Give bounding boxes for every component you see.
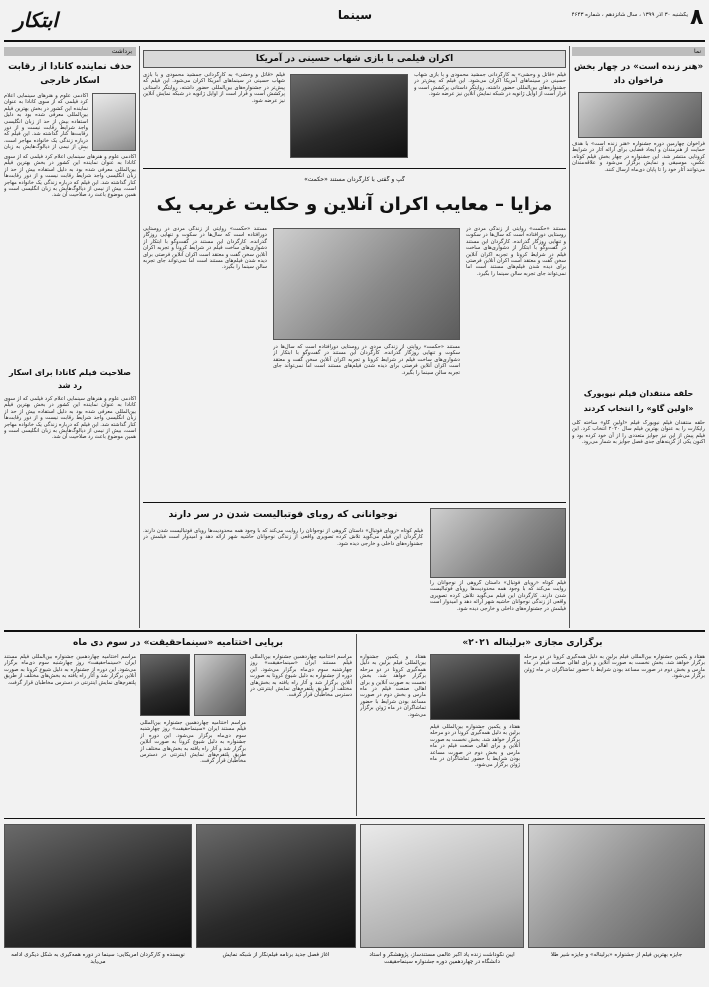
top-story-body-right: فیلم «قاتل و وحشی» به کارگردانی جمشید محمودی و با بازی شهاب حسینی در سینماهای آمریکا اکران می‌شود. این فیلم که پیش‌تر در جشنواره‌های بین‌المللی حضور داشته، روایتگر داستانی پرکشش است و قرار است از اوایل ژانویه در شبکه نمایش آنلاین نیز عرضه شود. [414,72,566,98]
main-story-body-left: مستند «حکمت» روایتی از زندگی مردی در روستایی دورافتاده است که سال‌ها در سکوت و تنهایی روزگار گذرانده. کارگردان این مستند در گفت‌وگو با ابتکار از دشواری‌های ساخت فیلم در شرایط کرونا و تجربه اکران آنلاین سخن گفت و معتقد است اکران آنلاین فرصتی برای دیده شدن فیلم‌های مستند است اما نمی‌تواند جای تجربه سالن سینما را بگیرد. [143,226,267,271]
bottom-right-body-c: هفتاد و یکمین جشنواره بین‌المللی فیلم برلین به دلیل همه‌گیری کرونا در دو مرحله برگزار خواهد شد. بخش نخست به صورت آنلاین و برای اهالی صنعت فیلم در ماه مارس و بخش دوم در صورت مساعد بودن شرایط با حضور تماشاگران در ماه ژوئن برگزار می‌شود. [430,724,520,769]
masthead [0,0,709,44]
main-story-body-under-photo: مستند «حکمت» روایتی از زندگی مردی در روستایی دورافتاده است که سال‌ها در سکوت و تنهایی روزگار گذرانده. کارگردان این مستند در گفت‌وگو با ابتکار از دشواری‌های ساخت فیلم در شرایط کرونا و تجربه اکران آنلاین سخن گفت و معتقد است اکران آنلاین فرصتی برای دیده شدن فیلم‌های مستند است اما نمی‌تواند جای تجربه سالن سینما را بگیرد. [273,344,460,376]
date-line: یکشنبه ۳۰ آذر ۱۳۹۹ ، سال شانزدهم ، شماره ۴۶۴۳ [571,12,688,18]
top-story-body-left: فیلم «قاتل و وحشی» به کارگردانی جمشید محمودی و با بازی شهاب حسینی در سینماهای آمریکا اکران می‌شود. این فیلم که پیش‌تر در جشنواره‌های بین‌المللی حضور داشته، روایتگر داستانی پرکشش است و قرار است از اوایل ژانویه در شبکه نمایش آنلاین نیز عرضه شود. [143,72,285,104]
bottom-section-rule [4,630,705,632]
left-divider [139,46,140,628]
right-divider [569,46,570,628]
right-section-bar: نما [572,47,705,56]
left-body-1: آکادمی علوم و هنرهای سینمایی اعلام کرد فیلمی که از سوی کانادا به عنوان نماینده این کشور در بخش بهترین فیلم بین‌المللی معرفی شده بود به دلیل استفاده بیش از حد از زبان انگلیسی واجد شرایط رقابت نیست و از دور رقابت‌ها کنار گذاشته شد. این فیلم که درباره زندگی یک خانواده مهاجر است، بیش از نیمی از دیالوگ‌هایش به زبان [4,93,88,151]
left-headline-2: صلاحیت فیلم کانادا برای اسکار رد شد [9,368,131,390]
bottom-photo-caption-1: جایزه بهترین فیلم از جشنواره «برلیناله» و جایزه شیر طلا [550,952,683,958]
main-story-photo [273,228,460,340]
right-headline: «هنر زنده است» در چهار بخش فراخوان داد [573,62,704,86]
logo: ابتکار [14,8,58,32]
top-story-rule [143,168,566,169]
teen-story-body-right: فیلم کوتاه «رویای فوتبال» داستان گروهی از نوجوانان را روایت می‌کند که با وجود همه محدودیت‌ها رویای فوتبالیست شدن دارند. کارگردان این فیلم می‌گوید تلاش کرده تصویری واقعی از زندگی نوجوانان حاشیه شهر ارائه دهد و امیدوار است فیلمش در جشنواره‌های داخلی و خارجی دیده شود. [430,580,566,612]
bottom-left-photo-a [140,654,190,716]
left-poster-image [92,93,136,151]
right-headline-2: حلقه منتقدان فیلم نیویورک «اولین گاو» را انتخاب کردند [583,389,694,413]
right-body: فراخوان چهارمین دوره جشنواره «هنر زنده است» با هدف حمایت از هنرمندان و ایجاد فضایی برای ارائه آثار در شرایط کرونایی منتشر شد. این جشنواره در چهار بخش فیلم کوتاه، عکس، موسیقی و نمایش برگزار می‌شود و علاقه‌مندان می‌توانند آثار خود را تا پایان دی‌ماه ارسال کنند. [572,141,705,173]
main-story-kicker: گپ و گفتی با کارگردان مستند «حکمت» [304,176,405,183]
right-group-photo [578,92,702,138]
bottom-left-headline: برپایی اختتامیه «سینماحقیقت» در سوم دی ماه [73,638,283,648]
left-headline-1: حذف نماینده کانادا از رقابت اسکار خارجی [8,62,132,86]
bottom-divider [356,634,357,816]
right-body-2: حلقه منتقدان فیلم نیویورک فیلم «اولین گاو» ساخته کلی رایکارت را به عنوان بهترین فیلم سال ۲۰۲۰ انتخاب کرد. این فیلم پیش از این نیز جوایز متعددی را از آن خود کرده بود و اکنون یکی از گزینه‌های جدی فصل جوایز به شمار می‌رود. [572,420,705,446]
teen-story-headline: نوجوانانی که رویای فوتبالیست شدن در سر دارند [168,509,398,520]
bottom-left-body-c: مراسم اختتامیه چهاردهمین جشنواره بین‌المللی فیلم مستند ایران «سینماحقیقت» روز چهارشنبه سوم دی‌ماه برگزار می‌شود. این دوره از جشنواره به دلیل شیوع کرونا به صورت آنلاین برگزار شد و آثار راه یافته به بخش‌های مختلف از طریق پلتفرم‌های نمایش اینترنتی در دسترس مخاطبان قرار گرفت. [140,720,246,765]
bottom-photo-3 [196,824,356,948]
bottom-photo-caption-2: آیین نکوداشت زنده یاد اکبر عالمی مستندساز، پژوهشگر و استاد دانشگاه در چهاردهمین دوره جشنواره سینماحقیقت [369,952,515,965]
bottom-right-photo [430,654,520,720]
bottom-photo-1 [528,824,705,948]
left-body-2: آکادمی علوم و هنرهای سینمایی اعلام کرد فیلمی که از سوی کانادا به عنوان نماینده این کشور در بخش بهترین فیلم بین‌المللی معرفی شده بود به دلیل استفاده بیش از حد از زبان انگلیسی واجد شرایط رقابت نیست و از دور رقابت‌ها کنار گذاشته شد. این فیلم که درباره زندگی یک خانواده مهاجر است، بیش از نیمی از دیالوگ‌هایش به زبان انگلیسی است و همین موضوع باعث رد صلاحیت آن شد. [4,396,136,441]
main-story-rule [143,502,566,503]
main-story-body-right: مستند «حکمت» روایتی از زندگی مردی در روستایی دورافتاده است که سال‌ها در سکوت و تنهایی روزگار گذرانده. کارگردان این مستند در گفت‌وگو با ابتکار از دشواری‌های ساخت فیلم در شرایط کرونا و تجربه اکران آنلاین سخن گفت و معتقد است اکران آنلاین فرصتی برای دیده شدن فیلم‌های مستند است اما نمی‌تواند جای تجربه سالن سینما را بگیرد. [466,226,566,277]
photo-strip-rule [4,818,705,819]
bottom-right-body-a: هفتاد و یکمین جشنواره بین‌المللی فیلم برلین به دلیل همه‌گیری کرونا در دو مرحله برگزار خواهد شد. بخش نخست به صورت آنلاین و برای اهالی صنعت فیلم در ماه مارس و بخش دوم در صورت مساعد بودن شرایط با حضور تماشاگران در ماه ژوئن برگزار می‌شود. [524,654,705,680]
teen-story-body-left: فیلم کوتاه «رویای فوتبال» داستان گروهی از نوجوانان را روایت می‌کند که با وجود همه محدودیت‌ها رویای فوتبالیست شدن دارند. کارگردان این فیلم می‌گوید تلاش کرده تصویری واقعی از زندگی نوجوانان حاشیه شهر ارائه دهد و امیدوار است فیلمش در جشنواره‌های داخلی و خارجی دیده شود. [143,528,423,547]
bottom-right-headline: برگزاری مجازی «برلیناله ۲۰۲۱» [462,638,603,648]
bottom-photo-4 [4,824,192,948]
bottom-left-body-b: مراسم اختتامیه چهاردهمین جشنواره بین‌المللی فیلم مستند ایران «سینماحقیقت» روز چهارشنبه سوم دی‌ماه برگزار می‌شود. این دوره از جشنواره به دلیل شیوع کرونا به صورت آنلاین برگزار شد و آثار راه یافته به بخش‌های مختلف از طریق پلتفرم‌های نمایش اینترنتی در دسترس مخاطبان قرار گرفت. [250,654,352,699]
bottom-photo-2 [360,824,524,948]
bottom-right-body-b: هفتاد و یکمین جشنواره بین‌المللی فیلم برلین به دلیل همه‌گیری کرونا در دو مرحله برگزار خواهد شد. بخش نخست به صورت آنلاین و برای اهالی صنعت فیلم در ماه مارس و بخش دوم در صورت مساعد بودن شرایط با حضور تماشاگران در ماه ژوئن برگزار می‌شود. [360,654,426,718]
teen-story-photo [430,508,566,578]
main-story-headline: مزایا – معایب اکران آنلاین و حکایت غریب یک [156,194,553,215]
section-title: سینما [337,8,373,22]
left-section-bar: برداشت [4,47,136,56]
bottom-photo-caption-4: نویسنده و کارگردان آمریکایی: سینما در دوره همه‌گیری به شکل دیگری ادامه می‌یابد [11,952,185,965]
page-number: ۸ [690,6,704,30]
masthead-rule [4,40,705,42]
top-story-photo [290,74,408,158]
bottom-left-photo-b [194,654,246,716]
bottom-photo-caption-3: آغاز فصل جدید برنامه فیلم‌نگار از شبکه نمایش [222,952,330,958]
bottom-left-body-a: مراسم اختتامیه چهاردهمین جشنواره بین‌المللی فیلم مستند ایران «سینماحقیقت» روز چهارشنبه سوم دی‌ماه برگزار می‌شود. این دوره از جشنواره به دلیل شیوع کرونا به صورت آنلاین برگزار شد و آثار راه یافته به بخش‌های مختلف از طریق پلتفرم‌های نمایش اینترنتی در دسترس مخاطبان قرار گرفت. [4,654,136,686]
top-story-headline: اکران فیلمی با بازی شهاب حسینی در آمریکا [143,50,566,68]
left-body-1b: آکادمی علوم و هنرهای سینمایی اعلام کرد فیلمی که از سوی کانادا به عنوان نماینده این کشور در بخش بهترین فیلم بین‌المللی معرفی شده بود به دلیل استفاده بیش از حد از زبان انگلیسی واجد شرایط رقابت نیست و از دور رقابت‌ها کنار گذاشته شد. این فیلم که درباره زندگی یک خانواده مهاجر است، بیش از نیمی از دیالوگ‌هایش به زبان انگلیسی است و همین موضوع باعث رد صلاحیت آن شد. [4,154,136,199]
